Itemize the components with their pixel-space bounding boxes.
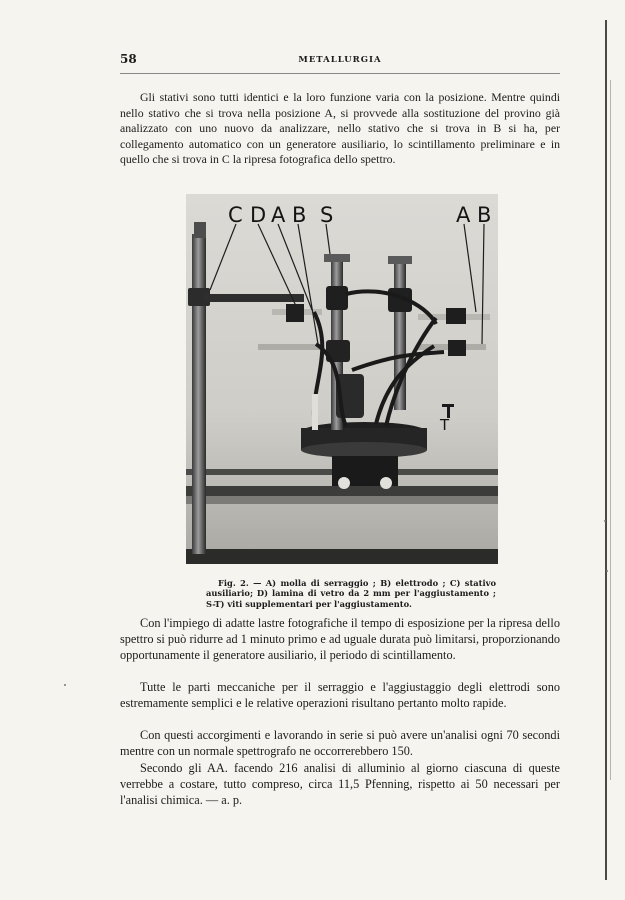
spare-electrode bbox=[312, 394, 318, 430]
left-stand-rod bbox=[192, 234, 206, 554]
right-clamp-lower bbox=[448, 340, 466, 356]
base-screw-left bbox=[338, 477, 350, 489]
paper-speck bbox=[604, 520, 606, 522]
figure-label-s: S bbox=[320, 203, 334, 227]
figure-label-t: T bbox=[440, 416, 450, 434]
paragraph-parti-meccaniche: Tutte le parti meccaniche per il serraggio e l'aggiustaggio degli elettrodi sono estremamente semplici e le relative operazioni risultano pertanto molto rapide. bbox=[120, 680, 560, 711]
figure-label-c: C bbox=[228, 203, 243, 227]
bench-rail-shade bbox=[186, 496, 498, 504]
header-rule bbox=[120, 73, 560, 74]
page-number: 58 bbox=[120, 52, 137, 66]
bench-base bbox=[186, 549, 498, 564]
figure-label-a-right: A bbox=[456, 203, 471, 227]
figure-label-b-right: B bbox=[477, 203, 492, 227]
running-head: METALLURGIA bbox=[298, 55, 382, 65]
paper-speck bbox=[64, 684, 66, 686]
figure-photo bbox=[186, 194, 498, 564]
base-screw-right bbox=[380, 477, 392, 489]
clamp-block-a bbox=[326, 286, 348, 310]
right-clamp-upper bbox=[446, 308, 466, 324]
page-header bbox=[120, 52, 560, 68]
paragraph-stativi: Gli stativi sono tutti identici e la loro funzione varia con la posizione. Mentre quindi nello stativo che si trova nella posizione A, si provvede alla sostituzione del provino già analizzato con uno nuovo da analizzare, nello stativo che si trova in B si ha, per collegamento automatico con un generatore ausiliario, lo scintillamento preliminare e in quello che si trova in C la ripresa fotografica dello spettro. bbox=[120, 90, 560, 167]
left-stand-arm bbox=[204, 294, 304, 302]
paragraph-costo: Secondo gli AA. facendo 216 analisi di alluminio al giorno ciascuna di queste verrebbe a costare, tutto compreso, circa 11,5 Pfenning, rispetto ai 50 necessari per l'analisi chimica. — a. p. bbox=[120, 761, 560, 808]
figure-label-a: A bbox=[271, 203, 286, 227]
turntable-bottom bbox=[301, 442, 427, 458]
page-edge-shadow-inner bbox=[610, 80, 611, 780]
apparatus-photo bbox=[186, 194, 498, 564]
figure-label-d: D bbox=[250, 203, 267, 227]
column-b-cap bbox=[388, 256, 412, 264]
figure-label-b: B bbox=[292, 203, 307, 227]
left-clamp-upper bbox=[286, 304, 304, 322]
figure-caption: Fig. 2. — A) molla di serraggio ; B) elettrodo ; C) stativo ausiliario; D) lamina di vetro da 2 mm per l'aggiustamento ; S-T) viti supplementari per l'aggiustamento. bbox=[206, 578, 496, 609]
column-a-cap bbox=[324, 254, 350, 262]
paragraph-lastre: Con l'impiego di adatte lastre fotografiche il tempo di esposizione per la ripresa dello spettro si può ridurre ad 1 minuto primo e ad uguale durata può limitarsi, proporzionando opportunamente il generatore ausiliario, il periodo di scintillamento. bbox=[120, 616, 560, 663]
electrode-arm-left-lower bbox=[258, 344, 322, 350]
paragraph-accorgimenti: Con questi accorgimenti e lavorando in serie si può avere un'analisi ogni 70 secondi mentre con un normale spettrografo ne occorrerebbero 150. bbox=[120, 728, 560, 759]
paper-speck bbox=[606, 570, 608, 572]
page-edge-shadow bbox=[605, 20, 607, 880]
left-stand-knob bbox=[194, 222, 206, 238]
